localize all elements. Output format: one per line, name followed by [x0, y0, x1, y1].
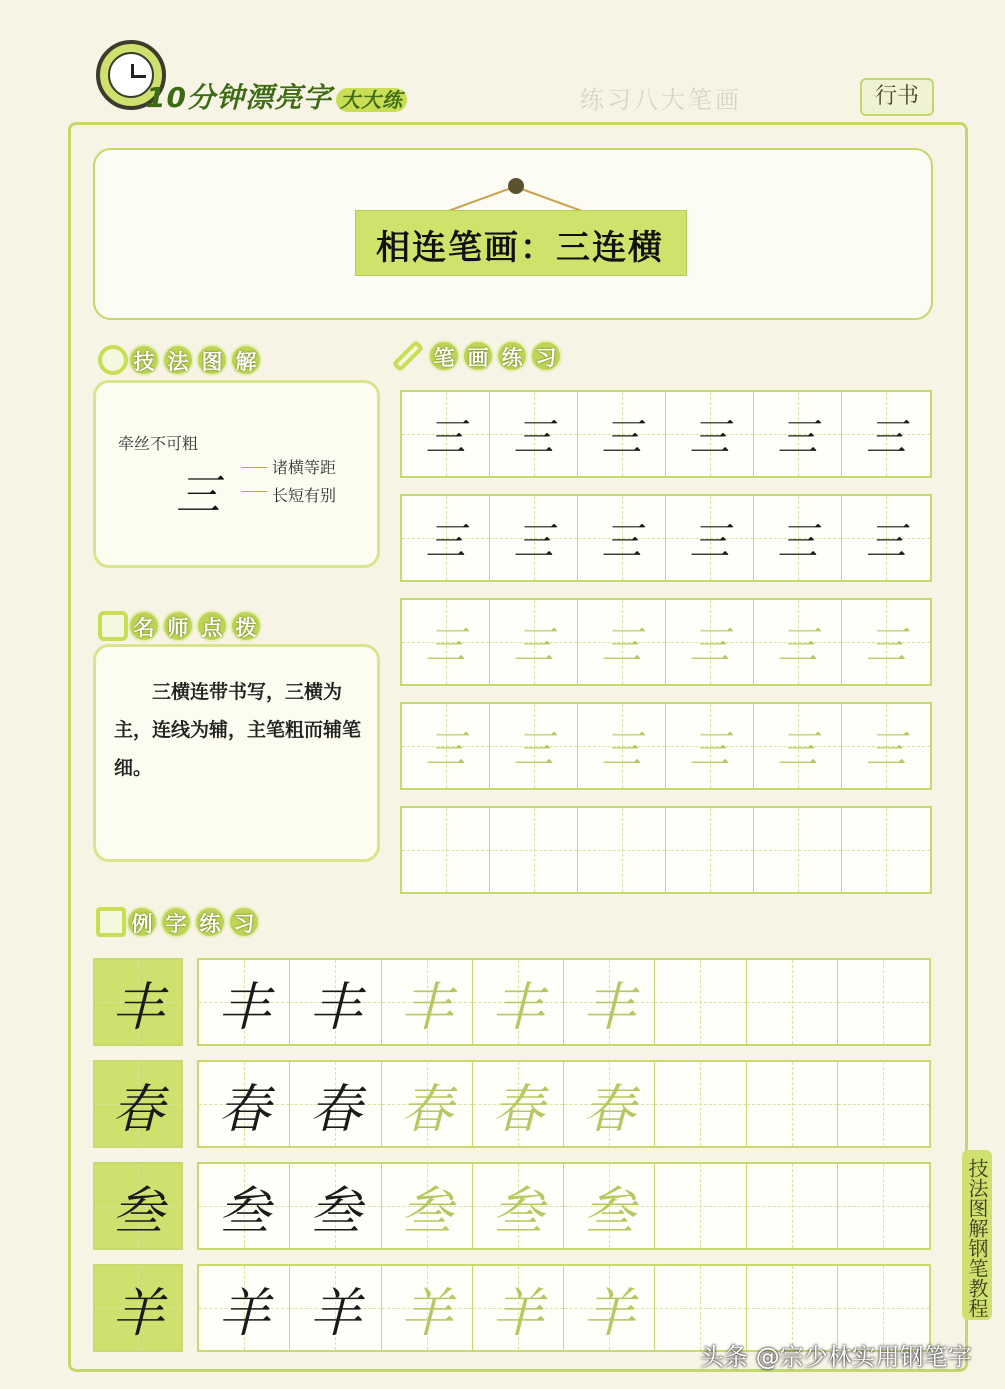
copy-char: 丰: [309, 977, 362, 1038]
practice-cell[interactable]: [747, 1164, 838, 1248]
stroke-char: 三: [601, 414, 642, 461]
example-row: [93, 1060, 931, 1148]
example-practice-cells: [197, 1060, 931, 1148]
practice-cell[interactable]: [666, 704, 754, 788]
practice-cell[interactable]: [402, 808, 490, 892]
ghost-header-text: 练习八大笔画: [580, 86, 742, 114]
stroke-char: 三: [513, 622, 554, 669]
pointer-line: [241, 491, 267, 492]
practice-cell[interactable]: [490, 808, 578, 892]
copy-char: 春: [218, 1079, 271, 1140]
practice-cell[interactable]: [578, 496, 666, 580]
stroke-char: 三: [601, 518, 642, 565]
teacher-heading: 名 师 点 拨: [98, 608, 264, 644]
practice-cell[interactable]: [402, 600, 490, 684]
practice-cell[interactable]: [290, 1164, 381, 1248]
stroke-char: 三: [425, 414, 466, 461]
stroke-char: 三: [513, 726, 554, 773]
practice-cell[interactable]: [838, 960, 929, 1044]
practice-cell[interactable]: [655, 1164, 746, 1248]
practice-cell[interactable]: [199, 1164, 290, 1248]
copy-char: 丰: [218, 977, 271, 1038]
example-practice-grid: [93, 958, 931, 1366]
copy-char: 叁: [218, 1181, 271, 1242]
stroke-practice-row: [400, 598, 932, 686]
practice-cell[interactable]: [754, 808, 842, 892]
practice-cell[interactable]: [578, 704, 666, 788]
model-char: 春: [111, 1079, 164, 1140]
practice-cell[interactable]: [490, 600, 578, 684]
note-bottom: 长短有别: [272, 486, 337, 505]
practice-cell[interactable]: [842, 808, 930, 892]
practice-cell[interactable]: [290, 960, 381, 1044]
stroke-char: 三: [689, 622, 730, 669]
stroke-char: 三: [425, 518, 466, 565]
practice-cell[interactable]: [382, 1164, 473, 1248]
trace-char: 羊: [491, 1283, 544, 1344]
side-tab: 技法图解钢笔教程: [962, 1150, 992, 1320]
trace-char: 叁: [583, 1181, 636, 1242]
model-char: 羊: [111, 1283, 164, 1344]
practice-cell[interactable]: [564, 1164, 655, 1248]
practice-cell[interactable]: [747, 1062, 838, 1146]
practice-cell[interactable]: [754, 600, 842, 684]
practice-cell[interactable]: [402, 704, 490, 788]
copy-char: 叁: [309, 1181, 362, 1242]
practice-cell[interactable]: [754, 496, 842, 580]
technique-example-char: 三: [176, 470, 220, 521]
practice-cell[interactable]: [838, 1062, 929, 1146]
model-char: 丰: [111, 977, 164, 1038]
practice-cell[interactable]: [564, 1266, 655, 1350]
model-char: 叁: [111, 1181, 164, 1242]
practice-cell[interactable]: [490, 392, 578, 476]
stroke-practice-heading: 笔 画 练 习: [402, 338, 564, 374]
note-top: 牵丝不可粗: [118, 434, 199, 453]
stroke-practice-grid: [400, 390, 932, 910]
stroke-char: 三: [777, 414, 818, 461]
practice-cell[interactable]: [578, 808, 666, 892]
practice-cell[interactable]: [290, 1062, 381, 1146]
practice-cell[interactable]: [473, 1266, 564, 1350]
practice-cell[interactable]: [290, 1266, 381, 1350]
practice-cell[interactable]: [666, 808, 754, 892]
stroke-char: 三: [425, 726, 466, 773]
practice-cell[interactable]: [754, 392, 842, 476]
practice-cell[interactable]: [490, 496, 578, 580]
stroke-char: 三: [513, 518, 554, 565]
practice-cell[interactable]: [754, 704, 842, 788]
trace-char: 春: [583, 1079, 636, 1140]
stroke-char: 三: [866, 518, 906, 565]
practice-cell[interactable]: [402, 392, 490, 476]
practice-cell[interactable]: [382, 960, 473, 1044]
teacher-icon: [98, 611, 128, 641]
copy-char: 羊: [218, 1283, 271, 1344]
stroke-char: 三: [513, 414, 554, 461]
practice-cell[interactable]: [199, 960, 290, 1044]
trace-char: 丰: [583, 977, 636, 1038]
copy-char: 羊: [309, 1283, 362, 1344]
practice-cell[interactable]: [842, 600, 930, 684]
practice-cell[interactable]: [564, 1062, 655, 1146]
stroke-char: 三: [689, 726, 730, 773]
practice-cell[interactable]: [199, 1062, 290, 1146]
page-title: 相连笔画：三连横: [376, 228, 664, 268]
practice-cell[interactable]: [842, 496, 930, 580]
practice-cell[interactable]: [655, 960, 746, 1044]
practice-cell[interactable]: [473, 960, 564, 1044]
practice-cell[interactable]: [842, 392, 930, 476]
pin-icon: [508, 178, 524, 194]
stroke-char: 三: [689, 414, 730, 461]
stroke-char: 三: [601, 622, 642, 669]
practice-cell[interactable]: [842, 704, 930, 788]
brand-title: 10分钟漂亮字 大大练: [146, 76, 407, 116]
stroke-char: 三: [866, 414, 906, 461]
example-practice-cells: [197, 958, 931, 1046]
trace-char: 春: [400, 1079, 453, 1140]
stroke-practice-row: [400, 494, 932, 582]
trace-char: 羊: [400, 1283, 453, 1344]
watermark: 头条 @宗少林实用钢笔字: [700, 1343, 972, 1371]
practice-cell[interactable]: [473, 1062, 564, 1146]
model-cell: [93, 1264, 183, 1352]
house-icon: [96, 907, 126, 937]
model-cell: [93, 1060, 183, 1148]
stroke-char: 三: [866, 726, 906, 773]
practice-cell[interactable]: [578, 392, 666, 476]
trace-char: 春: [491, 1079, 544, 1140]
magnifier-icon: [98, 345, 128, 375]
practice-cell[interactable]: [402, 496, 490, 580]
teacher-text: 三横连带书写，三横为主，连线为辅，主笔粗而辅笔细。: [114, 681, 362, 779]
trace-char: 羊: [583, 1283, 636, 1344]
practice-cell[interactable]: [490, 704, 578, 788]
stroke-char: 三: [866, 622, 906, 669]
script-style-tag: 行书: [860, 78, 934, 116]
stroke-char: 三: [601, 726, 642, 773]
practice-cell[interactable]: [666, 496, 754, 580]
example-row: [93, 958, 931, 1046]
teacher-box: [93, 644, 380, 862]
model-cell: [93, 958, 183, 1046]
practice-cell[interactable]: [747, 960, 838, 1044]
trace-char: 叁: [400, 1181, 453, 1242]
model-cell: [93, 1162, 183, 1250]
stroke-char: 三: [777, 726, 818, 773]
practice-cell[interactable]: [199, 1266, 290, 1350]
stroke-practice-row: [400, 390, 932, 478]
practice-cell[interactable]: [473, 1164, 564, 1248]
stroke-practice-row: [400, 806, 932, 894]
example-row: [93, 1162, 931, 1250]
stroke-char: 三: [689, 518, 730, 565]
practice-cell[interactable]: [655, 1062, 746, 1146]
practice-cell[interactable]: [564, 960, 655, 1044]
trace-char: 叁: [491, 1181, 544, 1242]
stroke-char: 三: [777, 622, 818, 669]
note-mid: 诸横等距: [272, 458, 337, 477]
stroke-practice-row: [400, 702, 932, 790]
trace-char: 丰: [491, 977, 544, 1038]
practice-cell[interactable]: [382, 1266, 473, 1350]
technique-box: [93, 380, 380, 568]
example-practice-heading: 例 字 练 习: [96, 904, 262, 940]
stroke-char: 三: [425, 622, 466, 669]
practice-cell[interactable]: [666, 392, 754, 476]
practice-cell[interactable]: [382, 1062, 473, 1146]
practice-cell[interactable]: [578, 600, 666, 684]
pointer-line: [241, 467, 267, 468]
practice-cell[interactable]: [838, 1164, 929, 1248]
technique-heading: 技 法 图 解: [98, 342, 264, 378]
trace-char: 丰: [400, 977, 453, 1038]
stroke-char: 三: [777, 518, 818, 565]
copy-char: 春: [309, 1079, 362, 1140]
practice-cell[interactable]: [666, 600, 754, 684]
example-practice-cells: [197, 1162, 931, 1250]
